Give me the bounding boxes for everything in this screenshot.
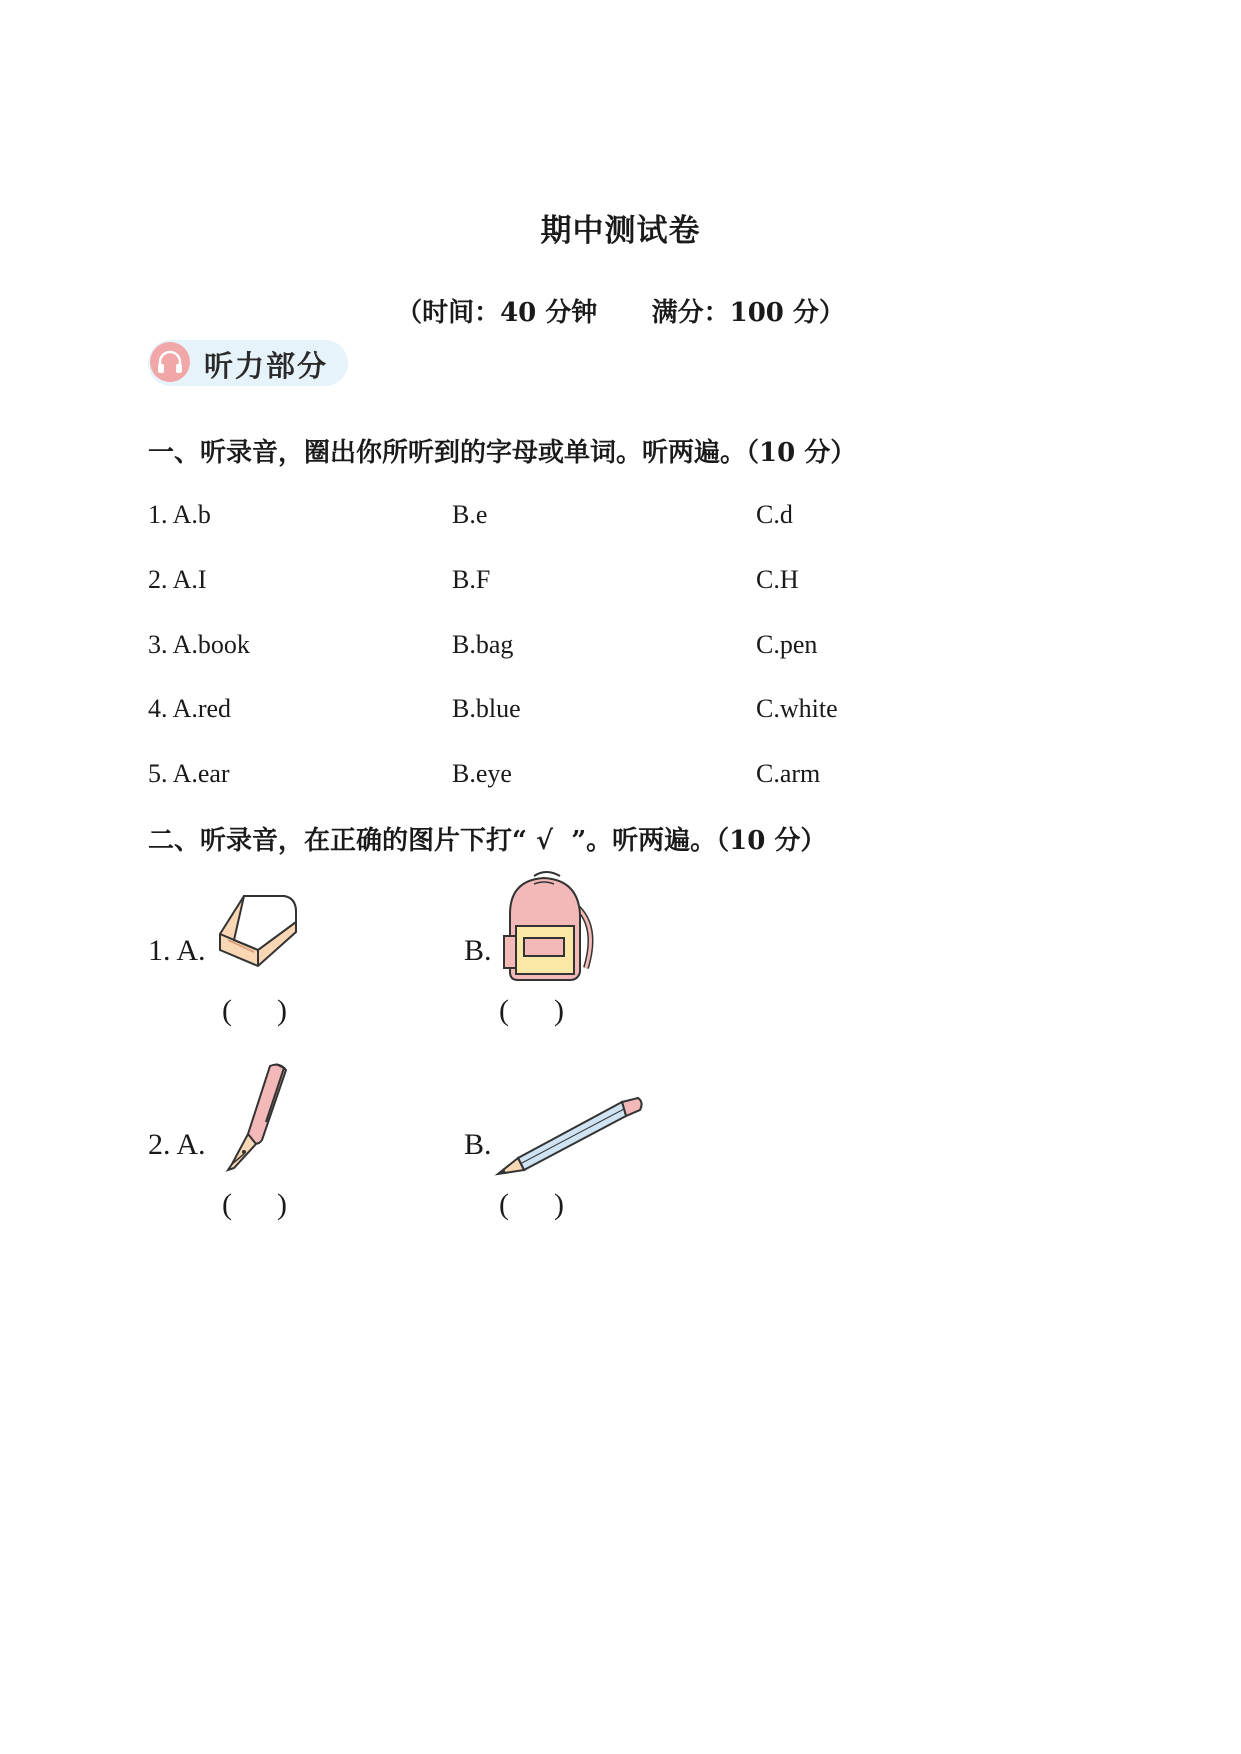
backpack-image (494, 868, 598, 986)
option-a[interactable]: 3. A.book (148, 630, 250, 659)
pencil-image (494, 1096, 646, 1176)
eraser-image (214, 888, 304, 984)
option-c[interactable]: C.arm (756, 759, 821, 788)
item1-b-label: B. (464, 934, 492, 967)
item2-a-label: 2. A. (148, 1128, 206, 1161)
option-a[interactable]: 2. A.I (148, 565, 207, 594)
part2-heading: 二、听录音，在正确的图片下打“ √ ”。听两遍。（10 分） (148, 826, 827, 856)
option-b[interactable]: B.blue (452, 694, 521, 723)
option-c[interactable]: C.H (756, 565, 799, 594)
answer-blank[interactable]: ( ) (222, 994, 287, 1027)
part1-heading: 一、听录音，圈出你所听到的字母或单词。听两遍。（10 分） (148, 438, 857, 468)
option-a[interactable]: 1. A.b (148, 500, 211, 529)
option-b[interactable]: B.eye (452, 759, 512, 788)
option-c[interactable]: C.white (756, 694, 838, 723)
exam-info: （时间：40 分钟 满分：100 分） (396, 298, 845, 328)
item2-b-label: B. (464, 1128, 492, 1161)
item1-a-label: 1. A. (148, 934, 206, 967)
option-b[interactable]: B.F (452, 565, 491, 594)
page-title: 期中测试卷 (540, 213, 701, 249)
section-label: 听力部分 (204, 349, 329, 383)
option-b[interactable]: B.e (452, 500, 488, 529)
option-a[interactable]: 4. A.red (148, 694, 232, 723)
option-c[interactable]: C.d (756, 500, 793, 529)
headphones-icon (150, 342, 190, 382)
answer-blank[interactable]: ( ) (222, 1188, 287, 1221)
option-c[interactable]: C.pen (756, 630, 818, 659)
option-b[interactable]: B.bag (452, 630, 514, 659)
option-a[interactable]: 5. A.ear (148, 759, 230, 788)
answer-blank[interactable]: ( ) (499, 1188, 564, 1221)
answer-blank[interactable]: ( ) (499, 994, 564, 1027)
fountain-pen-image (214, 1060, 304, 1176)
